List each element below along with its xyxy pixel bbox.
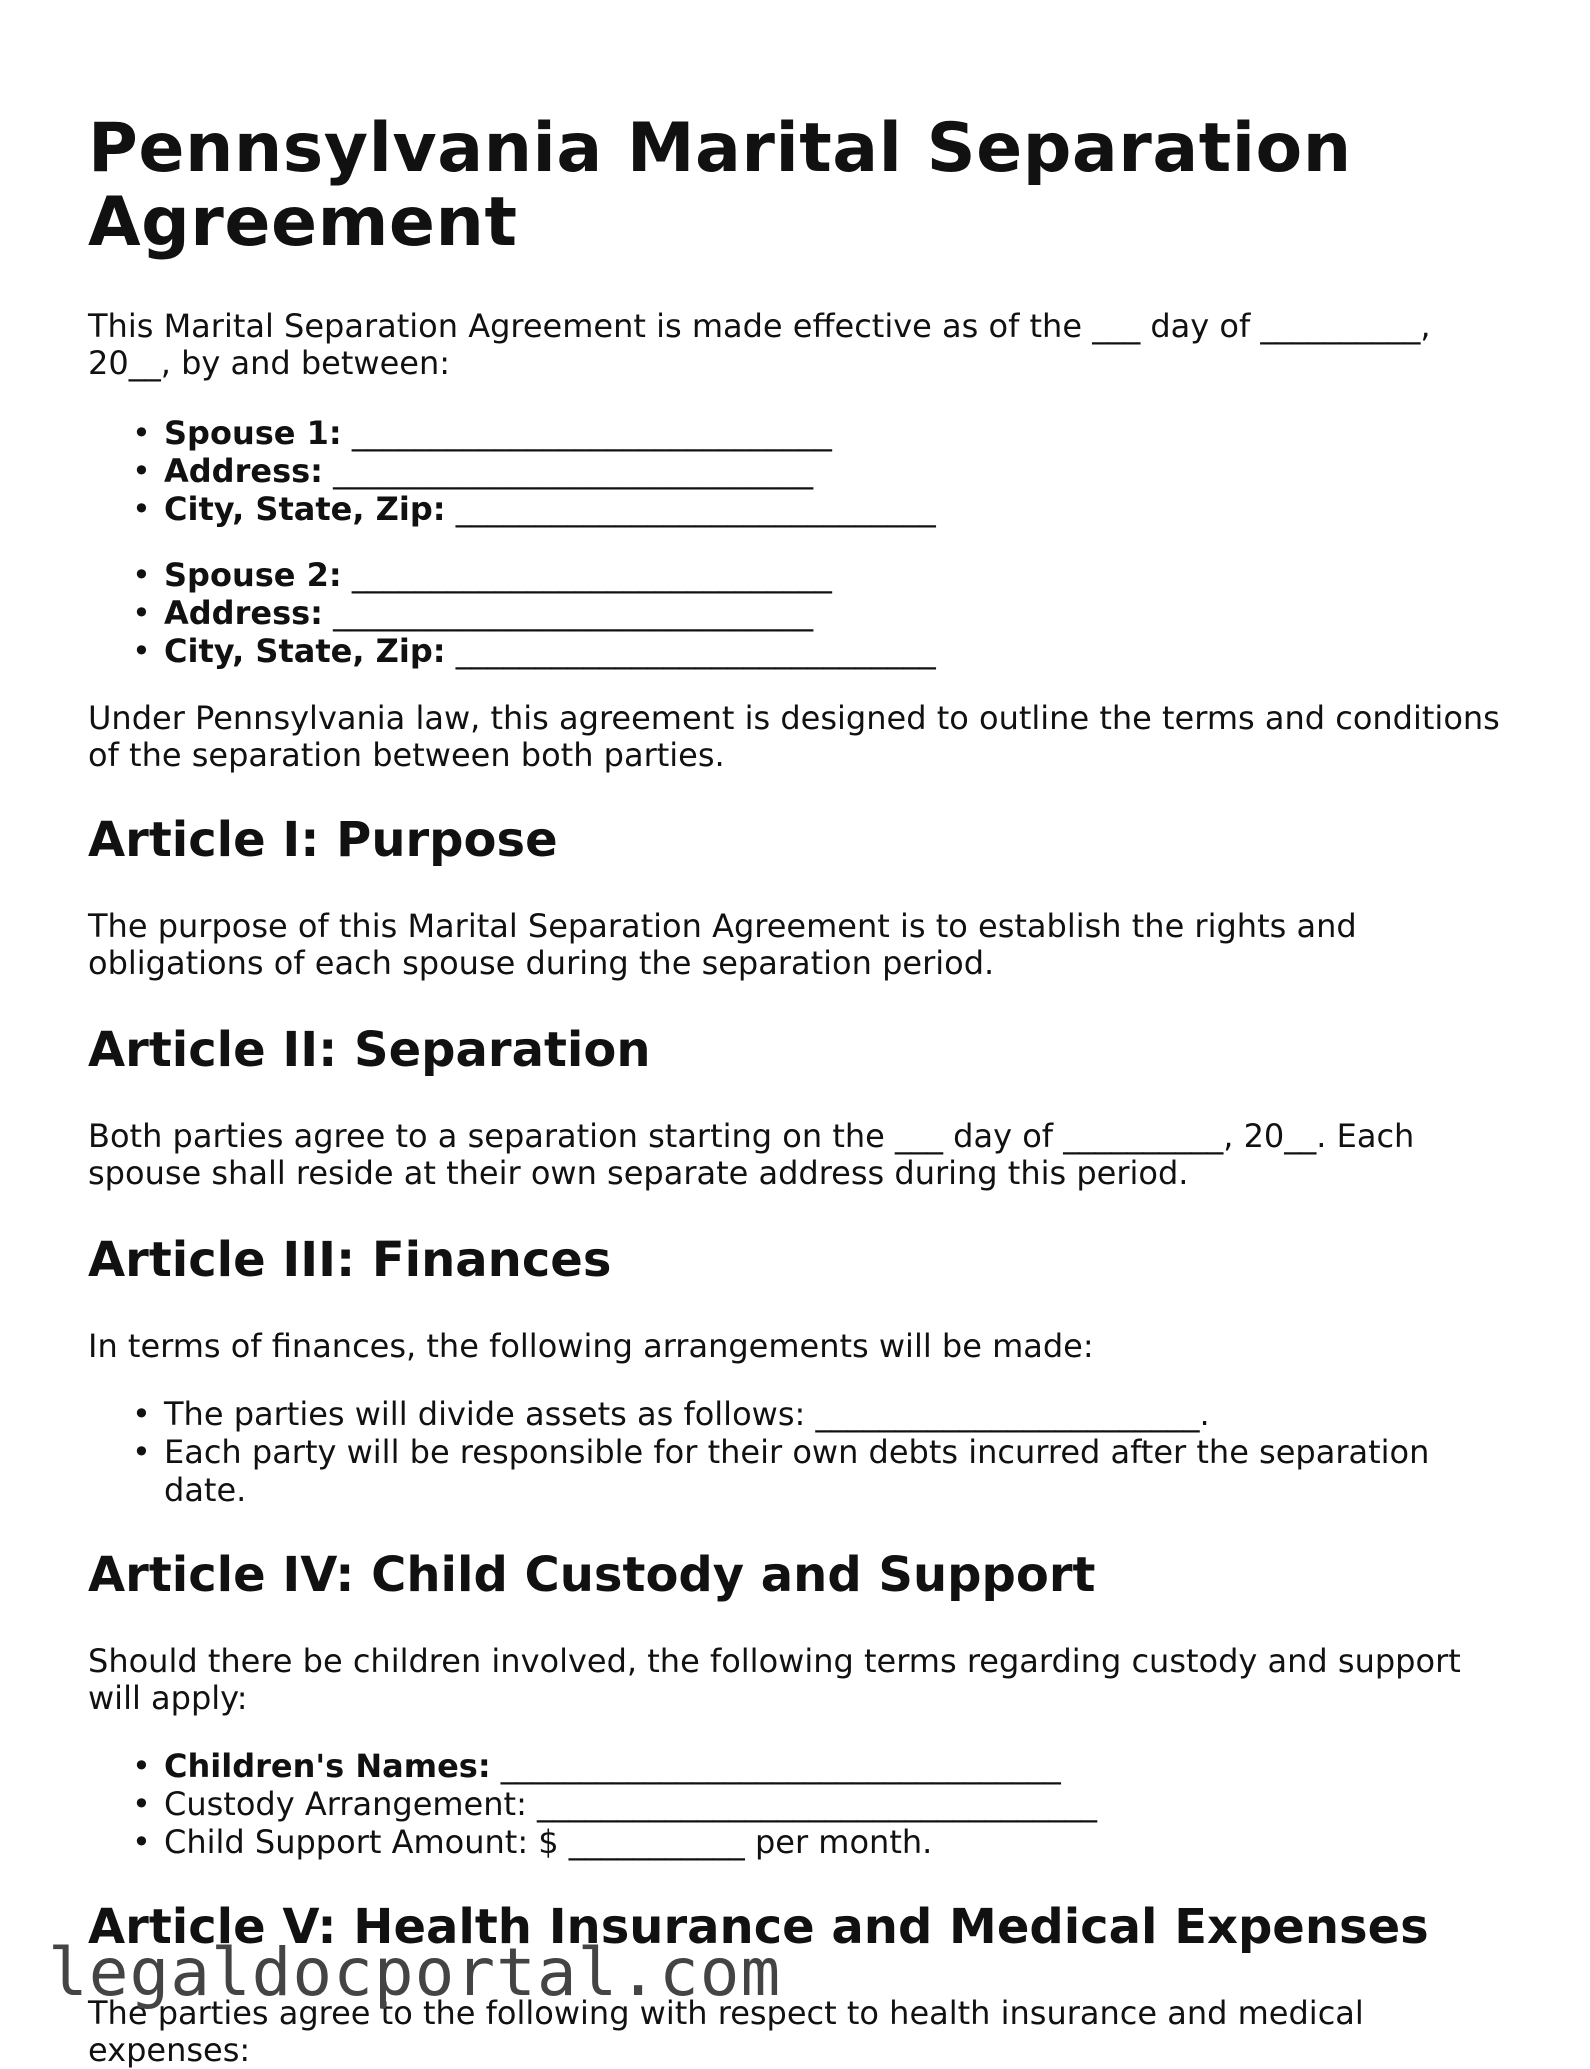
article1-text: The purpose of this Marital Separation Agreement is to establish the rights and obligations of each spouse during the separation period. [88, 907, 1357, 982]
list-item [164, 414, 1508, 452]
list-item: • Each party will be responsible for their own debts incurred after the separation date. [164, 1433, 1508, 1509]
list-item [164, 594, 1508, 632]
list-item: • Child Support Amount: $ ___________ per month. [164, 1823, 1508, 1861]
document-page [88, 0, 1508, 2069]
law-note: Under Pennsylvania law, this agreement is designed to outline the terms and conditions of the separation between both parties. [88, 699, 1500, 774]
fill-line: ______________________________ [455, 632, 936, 670]
fill-line: ______________________________ [351, 556, 832, 594]
page-title: Pennsylvania Marital Separation Agreement [88, 109, 1352, 262]
field-label: City, State, Zip: [164, 632, 446, 670]
field-label: Spouse 2: [164, 556, 342, 594]
article2-heading: Article II: Separation [88, 1022, 651, 1078]
fill-line: ______________________________ [351, 414, 832, 452]
spouse1-list [88, 414, 1508, 528]
list-item: • The parties will divide assets as follows: ________________________. [164, 1395, 1508, 1433]
field-label: Address: [164, 594, 323, 632]
list-item [164, 632, 1508, 670]
fill-line: ______________________________ [333, 452, 814, 490]
finances-list [88, 1395, 1508, 1509]
article5-text: The parties agree to the following with respect to health insurance and medical expenses: [88, 1994, 1364, 2069]
fill-line: ______________________________ [455, 490, 936, 528]
field-label: Children's Names: [164, 1747, 491, 1785]
field-label: City, State, Zip: [164, 490, 446, 528]
intro-paragraph: This Marital Separation Agreement is made effective as of the ___ day of __________, 20__, by and between: [88, 307, 1431, 382]
field-label: Address: [164, 452, 323, 490]
list-item [164, 490, 1508, 528]
list-item [164, 556, 1508, 594]
spouse2-list [88, 556, 1508, 670]
watermark: legaldocportal.com [48, 1934, 782, 2011]
fill-line: ______________________________ [333, 594, 814, 632]
article4-text: Should there be children involved, the following terms regarding custody and support will apply: [88, 1642, 1461, 1717]
list-item: • Custody Arrangement: ___________________________________ [164, 1785, 1508, 1823]
custody-list [88, 1747, 1508, 1861]
article1-heading: Article I: Purpose [88, 812, 558, 868]
list-item [164, 1747, 1508, 1785]
article4-heading: Article IV: Child Custody and Support [88, 1547, 1096, 1603]
fill-line: ___________________________________ [500, 1747, 1061, 1785]
article3-text: In terms of finances, the following arrangements will be made: [88, 1327, 1094, 1365]
field-label: Spouse 1: [164, 414, 342, 452]
article2-text: Both parties agree to a separation starting on the ___ day of __________, 20__. Each spouse shall reside at their own separate address during this period. [88, 1117, 1415, 1192]
article5-heading: Article V: Health Insurance and Medical Expenses [88, 1899, 1429, 1955]
list-item [164, 452, 1508, 490]
article3-heading: Article III: Finances [88, 1232, 612, 1288]
